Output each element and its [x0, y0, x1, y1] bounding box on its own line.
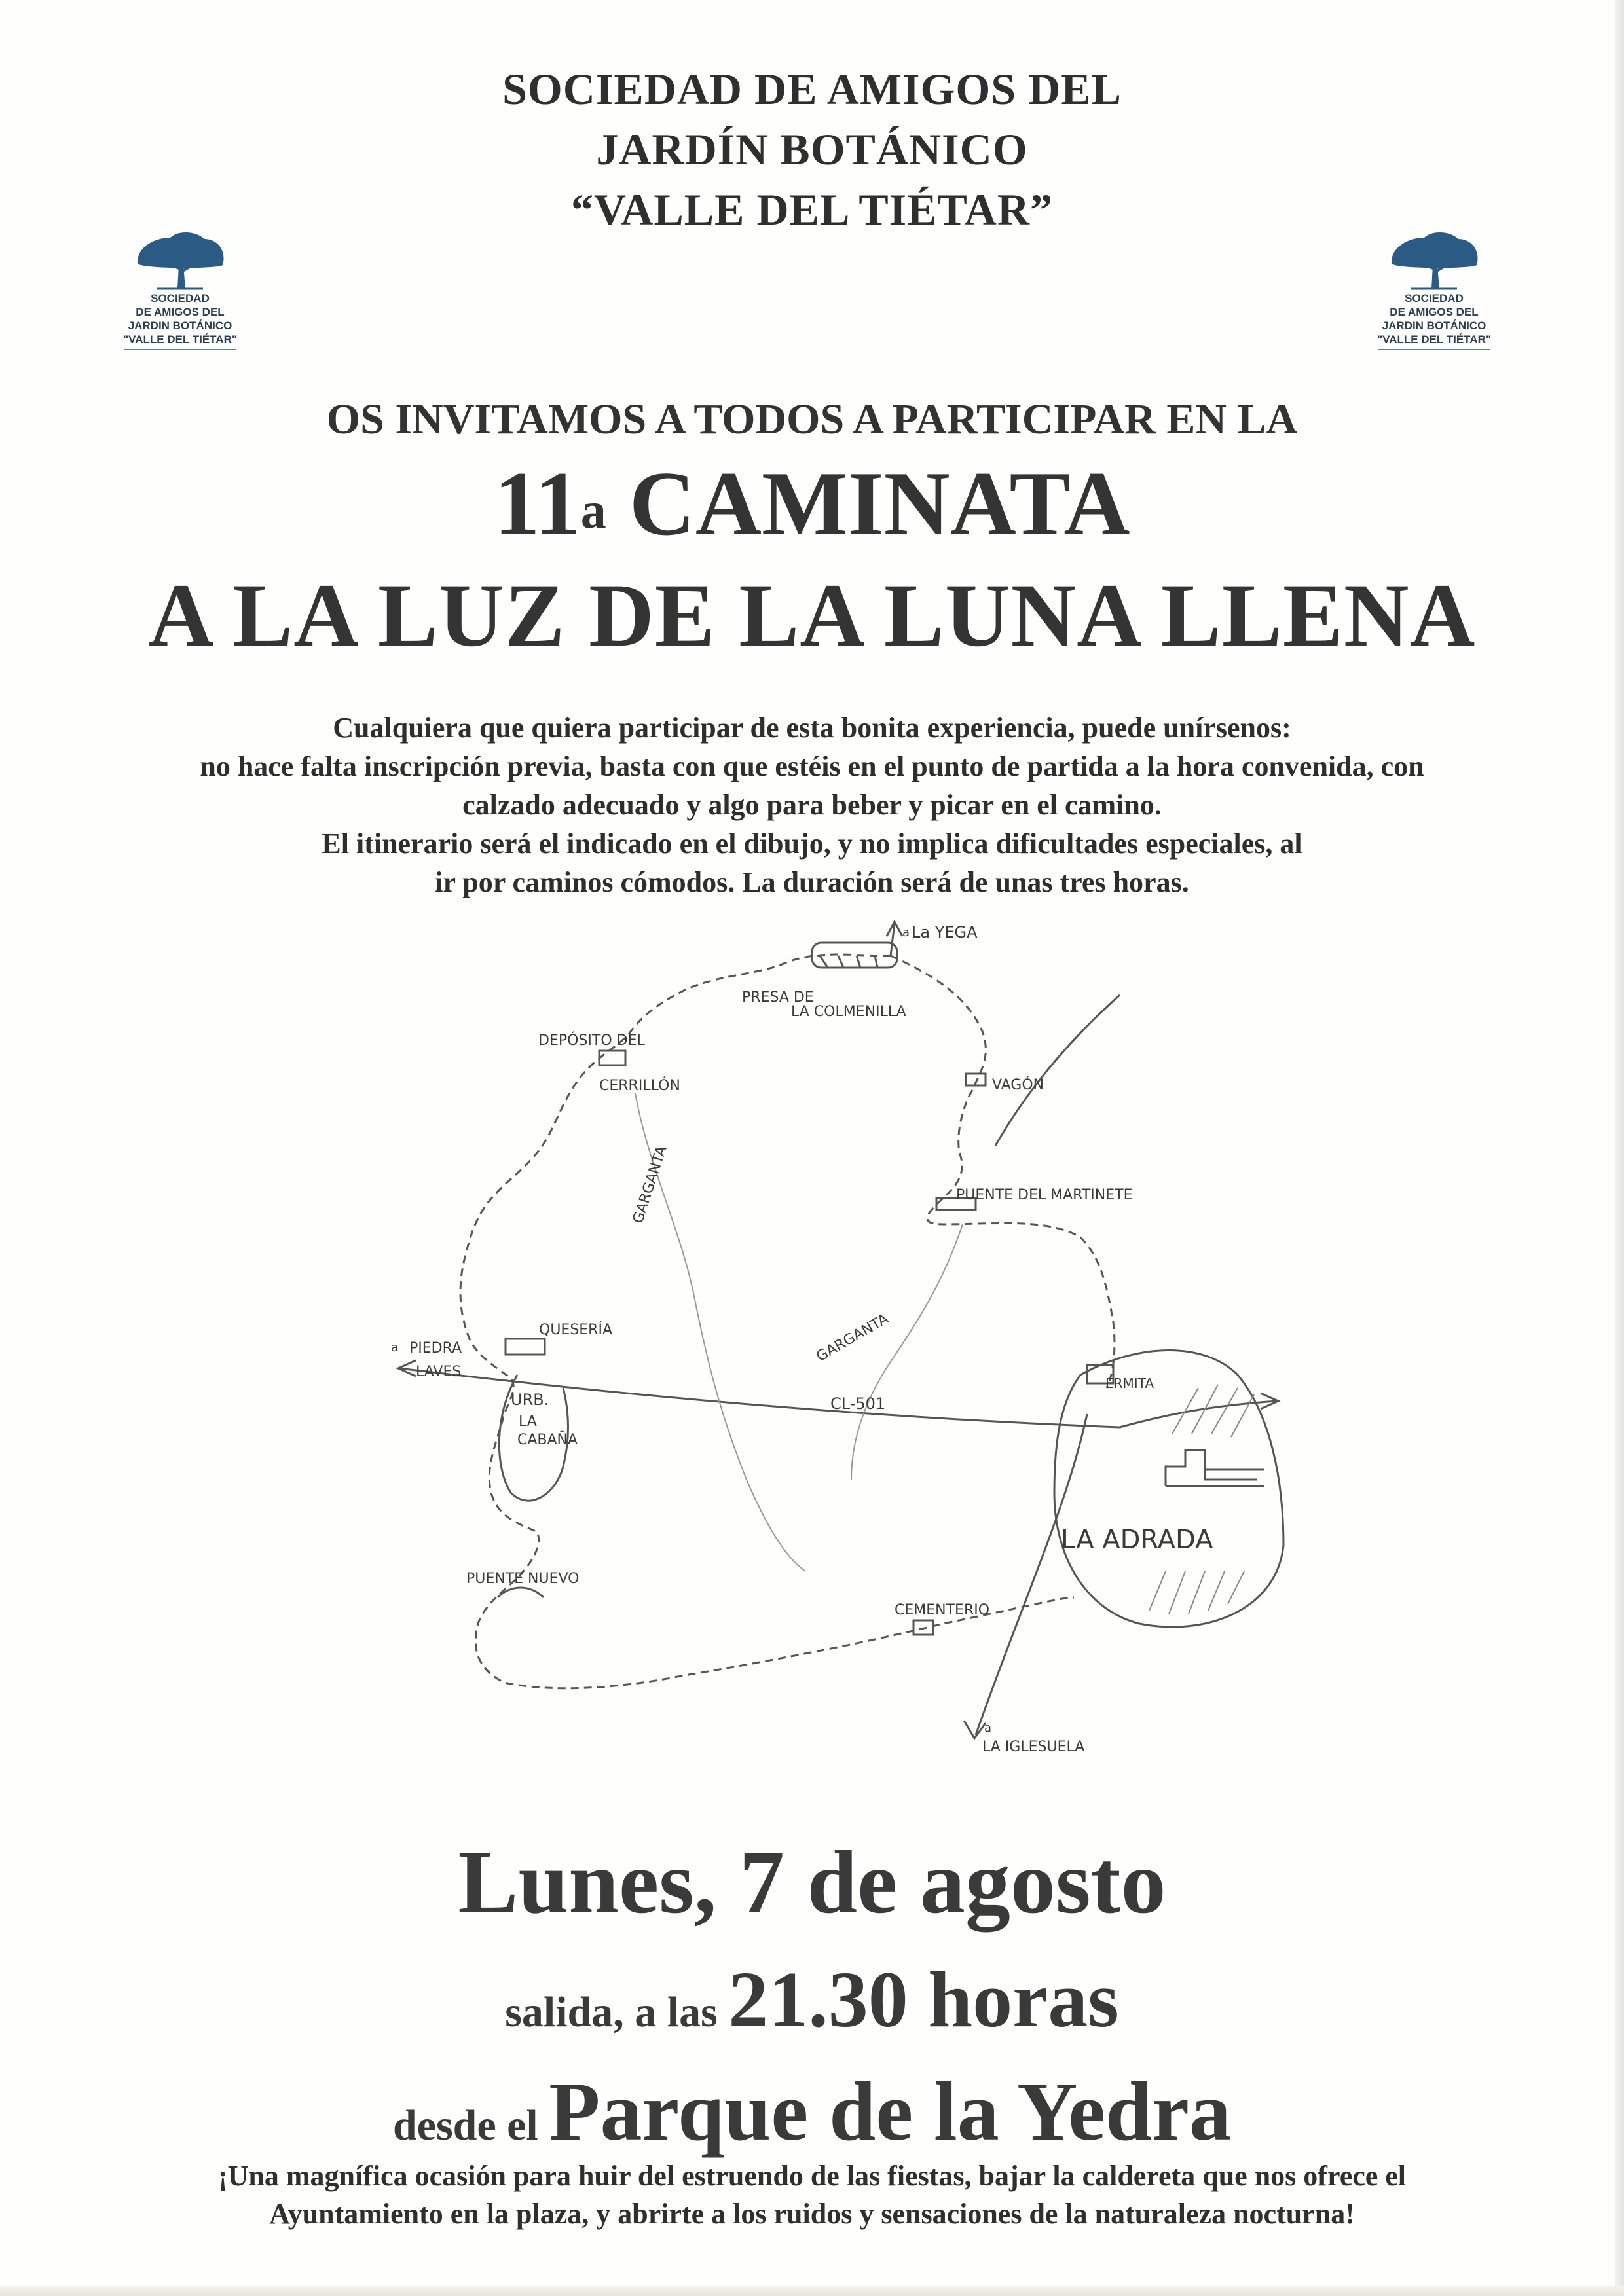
- road-east: [1120, 1401, 1277, 1427]
- map-label: CERRILLÓN: [599, 1078, 680, 1094]
- deposito-building: [599, 1051, 625, 1065]
- event-time-line: [0, 1951, 1624, 2073]
- presa-marks: [820, 956, 877, 968]
- map-label: CABAÑA: [517, 1432, 578, 1448]
- society-logo-right: [1359, 226, 1509, 350]
- map-label: PUENTE NUEVO: [466, 1571, 580, 1587]
- town-hatching: [1149, 1385, 1254, 1614]
- organization-header: [0, 59, 1624, 240]
- event-title-line-2: A LA LUZ DE LA LUNA LLENA: [148, 565, 1476, 665]
- org-name-line: JARDÍN BOTÁNICO: [596, 124, 1028, 174]
- map-label: LA ADRADA: [1061, 1525, 1213, 1555]
- logo-rule: [124, 349, 236, 350]
- logo-text: SOCIEDAD: [1405, 292, 1464, 304]
- invitation-line: OS INVITAMOS A TODOS A PARTICIPAR EN LA: [326, 395, 1298, 443]
- route-map: [354, 917, 1336, 1768]
- queseria-building: [506, 1339, 545, 1355]
- tree-icon: [1385, 226, 1483, 291]
- road-iglesuela: [976, 1414, 1087, 1735]
- map-label: PRESA DE: [742, 989, 814, 1006]
- description-line: El itinerario será el indicado en el dibujo, y no implica dificultades especiales, al: [322, 828, 1302, 860]
- map-label: URB.: [511, 1391, 549, 1409]
- stream-garganta: [851, 1224, 963, 1480]
- title-number: 11: [494, 453, 581, 555]
- map-label: LA IGLESUELA: [982, 1739, 1085, 1755]
- logo-text: JARDIN BOTÁNICO: [1382, 319, 1486, 332]
- logo-text: DE AMIGOS DEL: [136, 306, 225, 318]
- map-label: LA COLMENILLA: [791, 1004, 906, 1020]
- description: [0, 708, 1624, 902]
- map-label: PIEDRA: [409, 1340, 462, 1357]
- map-label: LAVES: [416, 1364, 462, 1380]
- event-time: 21.30 horas: [728, 1956, 1119, 2044]
- logo-text: JARDIN BOTÁNICO: [128, 319, 232, 332]
- map-lines: [398, 922, 1283, 1738]
- map-label: CEMENTERIO: [895, 1602, 990, 1618]
- event-place: Parque de la Yedra: [549, 2065, 1232, 2158]
- title-ordinal: a: [580, 482, 606, 539]
- logo-text: SOCIEDAD: [151, 292, 210, 304]
- closing-line: ¡Una magnífica ocasión para huir del estruendo de las fiestas, bajar la caldereta que nos ofrece el: [217, 2160, 1407, 2192]
- road-arrow-south: [964, 1721, 986, 1738]
- map-label: PUENTE DEL MARTINETE: [956, 1187, 1133, 1203]
- scan-edge: [0, 2286, 1624, 2296]
- map-label: a: [391, 1341, 399, 1355]
- map-label: a: [984, 1721, 992, 1735]
- map-label: a: [902, 926, 910, 939]
- tree-icon: [131, 226, 229, 291]
- title-word: CAMINATA: [606, 453, 1130, 555]
- society-logo-left: [105, 226, 255, 350]
- town-outline: [1054, 1351, 1283, 1628]
- closing-message: [0, 2157, 1624, 2233]
- place-prefix: desde el: [392, 2102, 549, 2149]
- description-line: Cualquiera que quiera participar de esta bonita experiencia, puede unírsenos:: [333, 712, 1291, 744]
- org-name-line: “VALLE DEL TIÉTAR”: [570, 185, 1054, 234]
- description-line: no hace falta inscripción previa, basta con que estéis en el punto de partida a la hora convenida, con: [200, 750, 1424, 782]
- logo-text: "VALLE DEL TIÉTAR": [1377, 333, 1491, 346]
- map-label: CL-501: [830, 1394, 886, 1413]
- map-label: LA: [519, 1413, 537, 1430]
- closing-line: Ayuntamiento en la plaza, y abrirte a los ruidos y sensaciones de la naturaleza nocturna!: [269, 2198, 1355, 2230]
- logo-text: "VALLE DEL TIÉTAR": [123, 333, 237, 346]
- map-label: ERMITA: [1105, 1376, 1154, 1391]
- map-label: La YEGA: [912, 923, 978, 941]
- org-name-line: SOCIEDAD DE AMIGOS DEL: [502, 64, 1122, 114]
- walking-route: [891, 956, 1115, 1388]
- event-date: Lunes, 7 de agosto: [458, 1832, 1166, 1932]
- map-label: QUESERÍA: [539, 1322, 613, 1338]
- description-line: ir por caminos cómodos. La duración será de unas tres horas.: [435, 866, 1189, 898]
- map-label: GARGANTA: [813, 1311, 892, 1366]
- map-label: VAGÓN: [992, 1077, 1044, 1093]
- logo-rule: [1378, 349, 1490, 350]
- event-title-line-1: [0, 452, 1624, 556]
- map-label: DEPÓSITO DEL: [538, 1032, 645, 1049]
- map-label: GARGANTA: [629, 1144, 671, 1226]
- road-ne: [995, 995, 1120, 1146]
- description-line: calzado adecuado y algo para beber y picar en el camino.: [462, 789, 1162, 821]
- logo-text: DE AMIGOS DEL: [1390, 306, 1479, 318]
- church-building: [1166, 1450, 1264, 1486]
- time-prefix: salida, a las: [505, 1988, 729, 2036]
